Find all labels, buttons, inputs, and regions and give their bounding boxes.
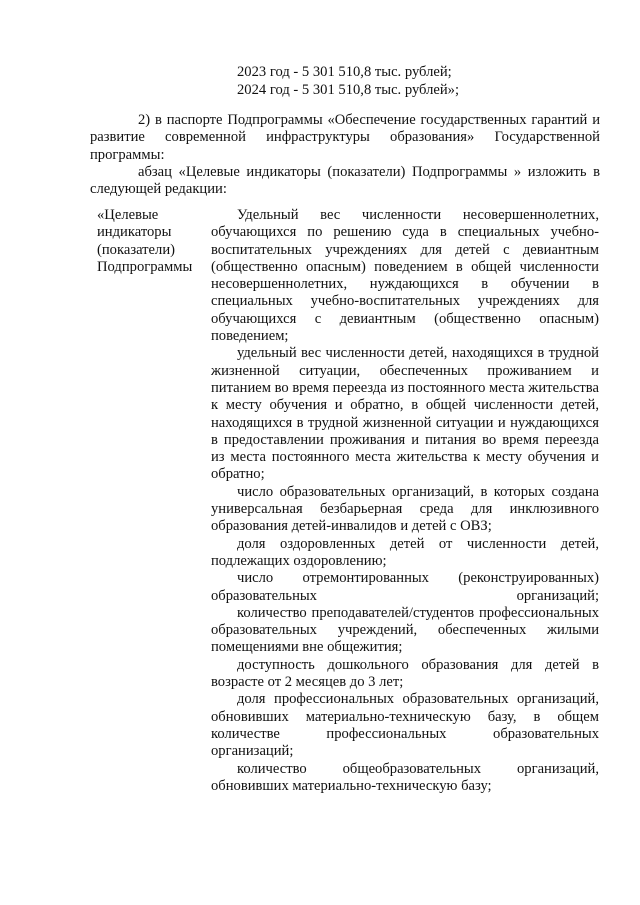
table-label-cell (97, 207, 207, 276)
indicator-item: количество преподавателей/студентов профессиональных образовательных учреждений, обеспеченных жилыми помещениями вне общежития; (211, 604, 599, 656)
funding-line-2024: 2024 год - 5 301 510,8 тыс. рублей»; (237, 82, 460, 98)
indicator-item: доступность дошкольного образования для детей в возрасте от 2 месяцев до 3 лет; (211, 656, 599, 691)
table-label-line: Подпрограммы (97, 258, 193, 275)
paragraph-passport: 2) в паспорте Подпрограммы «Обеспечение государственных гарантий и развитие современной инфраструктуры образования» Государственной программы: (90, 112, 600, 163)
indicator-item: число образовательных организаций, в которых создана универсальная безбарьерная среда для инклюзивного образования детей-инвалидов и детей с ОВЗ; (211, 483, 599, 535)
indicators-list (211, 207, 599, 795)
table-label-line: (показатели) (97, 241, 175, 258)
paragraph-abzac: абзац «Целевые индикаторы (показатели) Подпрограммы » изложить в следующей редакции: (90, 164, 600, 198)
indicator-item: доля оздоровленных детей от численности детей, подлежащих оздоровлению; (211, 535, 599, 569)
funding-line-2023: 2023 год - 5 301 510,8 тыс. рублей; (237, 64, 452, 80)
table-label-line: «Целевые (97, 207, 159, 223)
table-label-line: индикаторы (97, 224, 172, 241)
indicator-item: количество общеобразовательных организаций, обновивших материально-техническую базу; (211, 760, 599, 794)
indicator-item: удельный вес численности детей, находящихся в трудной жизненной ситуации, обеспеченных проживанием и питанием во время переезда из постоянного места жительства к месту обучения и обратно, в общей численности детей, находящихся в трудной жизненной ситуации и нуждающихся в предоставлении проживания и питания во время переезда из места постоянного места жительства к месту обучения и обратно; (211, 345, 599, 483)
indicator-item: число отремонтированных (реконструированных) образовательных организаций; (211, 570, 599, 604)
indicator-item: доля профессиональных образовательных организаций, обновивших материально-техническую базу, в общем количестве профессиональных образовательных организаций; (211, 691, 599, 760)
indicator-item: Удельный вес численности несовершеннолетних, обучающихся по решению суда в специальных учебно-воспитательных учреждениях для детей с девиантным (общественно опасным) поведением в общей численности несовершеннолетних, нуждающихся в обучении в специальных учебно-воспитательных учреждениях для обучающихся с девиантным (общественно опасным) поведением; (211, 207, 599, 345)
